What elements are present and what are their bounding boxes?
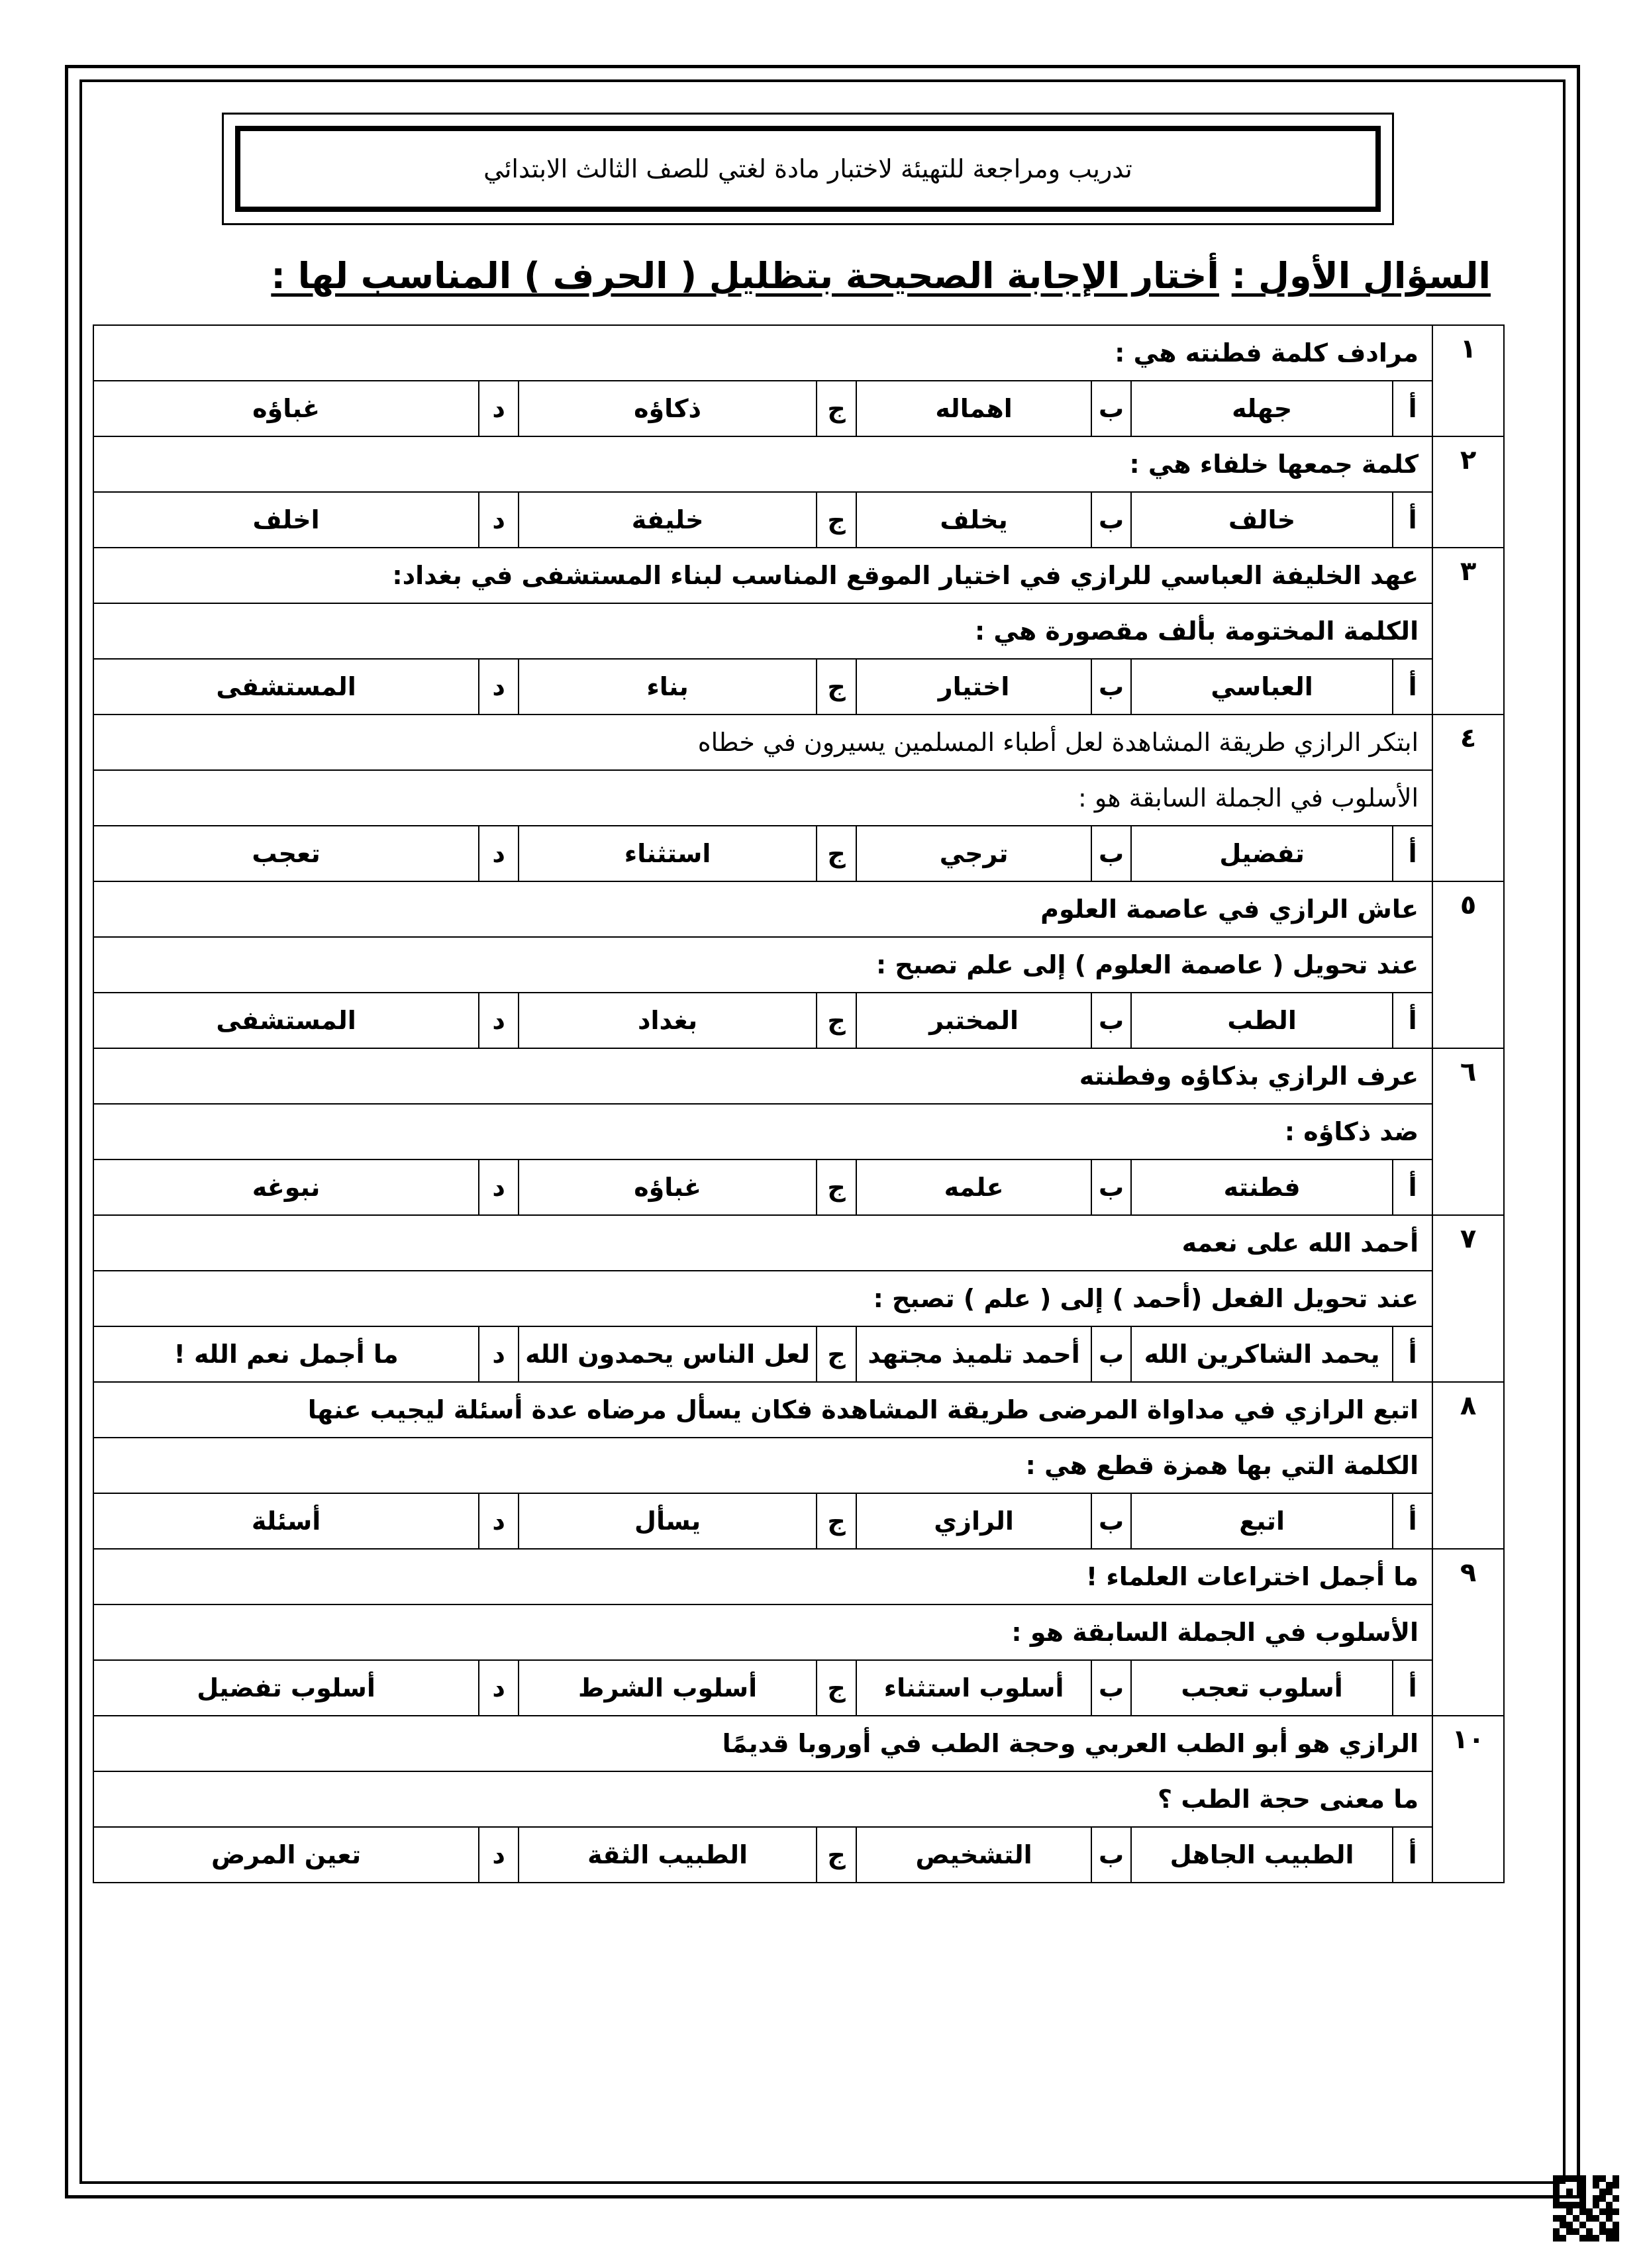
answer-options-row (93, 1827, 1504, 1883)
question-stem-row (93, 1382, 1504, 1438)
question-text: ضد ذكاؤه : (93, 1104, 1432, 1159)
question-text: عاش الرازي في عاصمة العلوم (93, 881, 1432, 937)
question-stem-row (93, 325, 1504, 381)
option-letter[interactable]: ج (817, 659, 856, 715)
section-heading (271, 255, 1491, 297)
option-text: غباؤه (93, 381, 479, 436)
option-letter[interactable]: ب (1091, 993, 1131, 1048)
option-letter[interactable]: ج (817, 826, 856, 881)
option-text: اهماله (856, 381, 1091, 436)
option-text: أسلوب تفضيل (93, 1660, 479, 1716)
answer-options-row (93, 1660, 1504, 1716)
question-stem-row (93, 715, 1504, 770)
option-letter[interactable]: أ (1393, 826, 1432, 881)
option-letter[interactable]: د (479, 1326, 519, 1382)
option-letter[interactable]: ب (1091, 659, 1131, 715)
question-stem-row (93, 937, 1504, 993)
option-text: اختيار (856, 659, 1091, 715)
option-text: أسلوب تعجب (1131, 1660, 1393, 1716)
option-letter[interactable]: ج (817, 1493, 856, 1549)
option-letter[interactable]: ج (817, 492, 856, 548)
option-text: علمه (856, 1159, 1091, 1215)
answer-options-row (93, 381, 1504, 436)
option-text: تعجب (93, 826, 479, 881)
question-text: الأسلوب في الجملة السابقة هو : (93, 1604, 1432, 1660)
question-text: الأسلوب في الجملة السابقة هو : (93, 770, 1432, 826)
answer-options-row (93, 1493, 1504, 1549)
question-stem-row (93, 1271, 1504, 1326)
option-text: الطبيب الجاهل (1131, 1827, 1393, 1883)
answer-options-row (93, 826, 1504, 881)
option-text: يخلف (856, 492, 1091, 548)
option-letter[interactable]: أ (1393, 659, 1432, 715)
question-stem-row (93, 1104, 1504, 1159)
option-text: فطنته (1131, 1159, 1393, 1215)
question-stem-row (93, 1771, 1504, 1827)
option-text: اتبع (1131, 1493, 1393, 1549)
worksheet-title (235, 126, 1381, 212)
option-letter[interactable]: أ (1393, 381, 1432, 436)
option-text: غباؤه (519, 1159, 817, 1215)
option-text: اخلف (93, 492, 479, 548)
option-letter[interactable]: ب (1091, 1159, 1131, 1215)
question-text: ما أجمل اختراعات العلماء ! (93, 1549, 1432, 1604)
option-text: لعل الناس يحمدون الله (519, 1326, 817, 1382)
question-number: ١ (1432, 325, 1504, 436)
option-letter[interactable]: ب (1091, 826, 1131, 881)
option-text: العباسي (1131, 659, 1393, 715)
option-letter[interactable]: أ (1393, 1827, 1432, 1883)
option-text: أسلوب الشرط (519, 1660, 817, 1716)
question-number: ٥ (1432, 881, 1504, 1048)
question-stem-row (93, 436, 1504, 492)
option-letter[interactable]: د (479, 993, 519, 1048)
question-number: ١٠ (1432, 1716, 1504, 1883)
option-letter[interactable]: د (479, 492, 519, 548)
question-number: ٩ (1432, 1549, 1504, 1716)
option-letter[interactable]: ج (817, 1827, 856, 1883)
option-text: خليفة (519, 492, 817, 548)
option-letter[interactable]: ب (1091, 1827, 1131, 1883)
option-text: المختبر (856, 993, 1091, 1048)
option-text: يسأل (519, 1493, 817, 1549)
question-text: عند تحويل ( عاصمة العلوم ) إلى علم تصبح : (93, 937, 1432, 993)
option-text: يحمد الشاكرين الله (1131, 1326, 1393, 1382)
option-text: التشخيص (856, 1827, 1091, 1883)
question-text: عرف الرازي بذكاؤه وفطنته (93, 1048, 1432, 1104)
section-instruction: أختار الإجابة الصحيحة بتظليل ( الحرف ) المناسب لها : (271, 255, 1219, 297)
question-stem-row (93, 770, 1504, 826)
section-label: السؤال الأول : (1231, 255, 1491, 297)
question-text: كلمة جمعها خلفاء هي : (93, 436, 1432, 492)
question-text: ما معنى حجة الطب ؟ (93, 1771, 1432, 1827)
option-text: ترجي (856, 826, 1091, 881)
question-text: ابتكر الرازي طريقة المشاهدة لعل أطباء المسلمين يسيرون في خطاه (93, 715, 1432, 770)
option-letter[interactable]: د (479, 1159, 519, 1215)
question-stem-row (93, 603, 1504, 659)
question-text: الكلمة المختومة بألف مقصورة هي : (93, 603, 1432, 659)
option-letter[interactable]: أ (1393, 1660, 1432, 1716)
answer-options-row (93, 993, 1504, 1048)
questions-table (93, 324, 1505, 1883)
option-letter[interactable]: د (479, 1660, 519, 1716)
question-text: مرادف كلمة فطنته هي : (93, 325, 1432, 381)
question-text: أحمد الله على نعمه (93, 1215, 1432, 1271)
question-number: ٤ (1432, 715, 1504, 881)
answer-options-row (93, 492, 1504, 548)
question-stem-row (93, 548, 1504, 603)
option-text: نبوغه (93, 1159, 479, 1215)
option-letter[interactable]: ب (1091, 492, 1131, 548)
option-letter[interactable]: ب (1091, 1493, 1131, 1549)
question-stem-row (93, 1549, 1504, 1604)
question-number: ٧ (1432, 1215, 1504, 1382)
answer-options-row (93, 1159, 1504, 1215)
option-text: تفضيل (1131, 826, 1393, 881)
option-text: أسلوب استثناء (856, 1660, 1091, 1716)
questions-body (93, 325, 1504, 1883)
option-text: جهله (1131, 381, 1393, 436)
option-text: بناء (519, 659, 817, 715)
worksheet-title-text: تدريب ومراجعة للتهيئة لاختبار مادة لغتي للصف الثالث الابتدائي (483, 154, 1132, 183)
option-text: خالف (1131, 492, 1393, 548)
option-text: ذكاؤه (519, 381, 817, 436)
answer-options-row (93, 659, 1504, 715)
question-stem-row (93, 1716, 1504, 1771)
option-letter[interactable]: ج (817, 1326, 856, 1382)
question-stem-row (93, 881, 1504, 937)
option-text: أحمد تلميذ مجتهد (856, 1326, 1091, 1382)
question-text: اتبع الرازي في مداواة المرضى طريقة المشاهدة فكان يسأل مرضاه عدة أسئلة ليجيب عنها (93, 1382, 1432, 1438)
question-text: الرازي هو أبو الطب العربي وحجة الطب في أوروبا قديمًا (93, 1716, 1432, 1771)
option-text: استثناء (519, 826, 817, 881)
question-number: ٣ (1432, 548, 1504, 715)
option-text: المستشفى (93, 659, 479, 715)
option-text: تعين المرض (93, 1827, 479, 1883)
option-letter[interactable]: د (479, 659, 519, 715)
question-stem-row (93, 1215, 1504, 1271)
option-letter[interactable]: أ (1393, 492, 1432, 548)
option-text: الطبيب الثقة (519, 1827, 817, 1883)
answer-options-row (93, 1326, 1504, 1382)
option-text: أسئلة (93, 1493, 479, 1549)
option-letter[interactable]: ج (817, 993, 856, 1048)
question-stem-row (93, 1438, 1504, 1493)
option-letter[interactable]: أ (1393, 1159, 1432, 1215)
question-text: الكلمة التي بها همزة قطع هي : (93, 1438, 1432, 1493)
option-text: ما أجمل نعم الله ! (93, 1326, 479, 1382)
option-letter[interactable]: أ (1393, 993, 1432, 1048)
question-number: ٦ (1432, 1048, 1504, 1215)
question-stem-row (93, 1604, 1504, 1660)
option-letter[interactable]: أ (1393, 1493, 1432, 1549)
option-letter[interactable]: د (479, 826, 519, 881)
question-stem-row (93, 1048, 1504, 1104)
qr-code (1553, 2175, 1619, 2242)
option-letter[interactable]: ب (1091, 1660, 1131, 1716)
question-number: ٢ (1432, 436, 1504, 548)
option-letter[interactable]: ج (817, 381, 856, 436)
option-text: الرازي (856, 1493, 1091, 1549)
option-letter[interactable]: د (479, 381, 519, 436)
option-text: المستشفى (93, 993, 479, 1048)
option-text: بغداد (519, 993, 817, 1048)
option-letter[interactable]: ج (817, 1660, 856, 1716)
option-text: الطب (1131, 993, 1393, 1048)
question-text: عند تحويل الفعل (أحمد ) إلى ( علم ) تصبح : (93, 1271, 1432, 1326)
question-text: عهد الخليفة العباسي للرازي في اختيار الموقع المناسب لبناء المستشفى في بغداد: (93, 548, 1432, 603)
question-number: ٨ (1432, 1382, 1504, 1549)
option-letter[interactable]: ب (1091, 1326, 1131, 1382)
option-letter[interactable]: د (479, 1827, 519, 1883)
option-letter[interactable]: ج (817, 1159, 856, 1215)
option-letter[interactable]: د (479, 1493, 519, 1549)
option-letter[interactable]: أ (1393, 1326, 1432, 1382)
option-letter[interactable]: ب (1091, 381, 1131, 436)
